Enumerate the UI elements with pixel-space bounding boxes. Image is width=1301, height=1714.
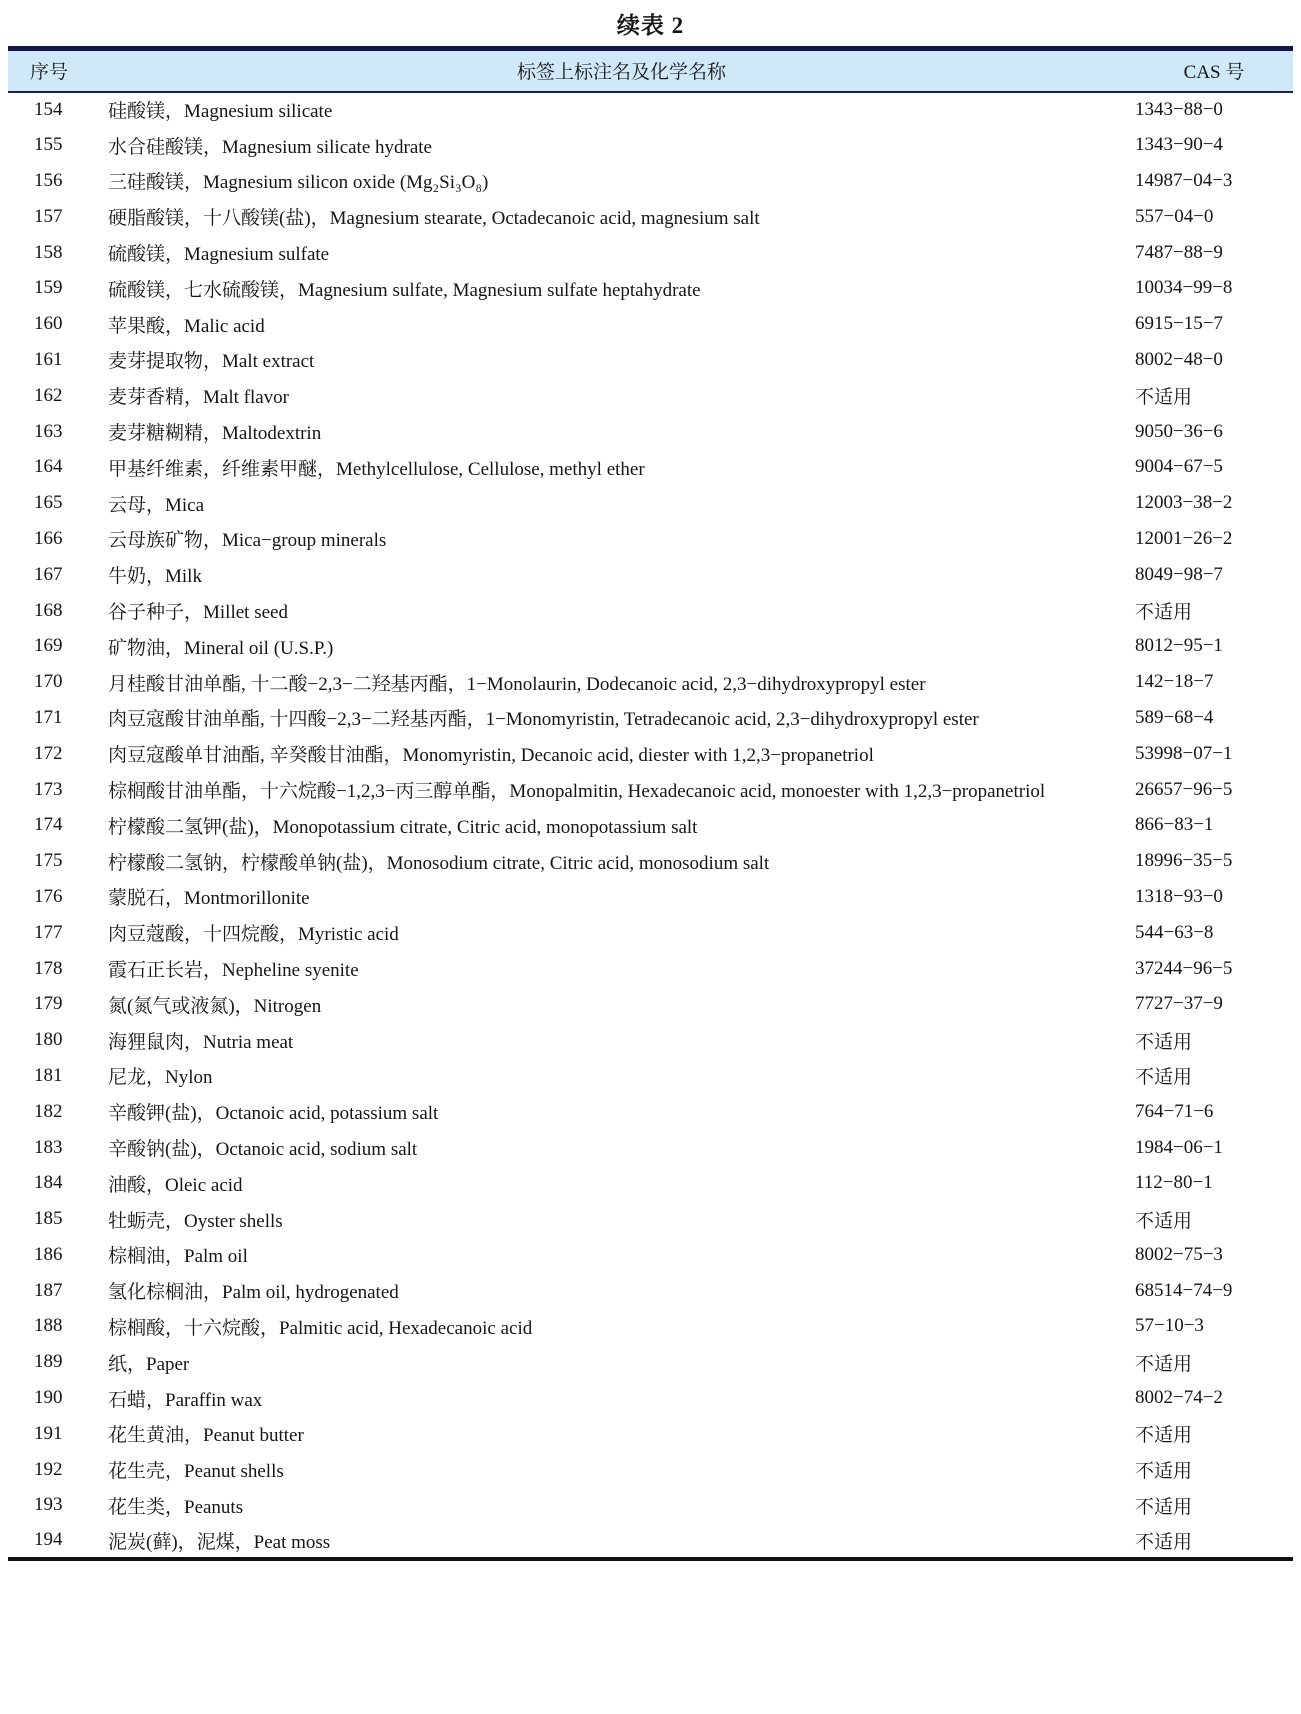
cell-name: 肉豆蔻酸，十四烷酸，Myristic acid [108, 924, 399, 946]
table-row [8, 306, 1293, 342]
cell-no: 156 [34, 169, 63, 191]
cell-name: 麦芽香精，Malt flavor [108, 387, 290, 409]
table-row [8, 449, 1293, 485]
header-cell-name: 标签上标注名及化学名称 [108, 49, 1135, 92]
table-row [8, 1273, 1293, 1309]
cell-no: 176 [34, 885, 63, 907]
cell-no: 168 [34, 599, 63, 621]
cell-name: 海狸鼠肉，Nutria meat [108, 1031, 294, 1053]
table-row [8, 1416, 1293, 1452]
cell-cas: 不适用 [1135, 1496, 1193, 1518]
cell-no: 154 [34, 98, 63, 120]
cell-name: 矿物油，Mineral oil (U.S.P.) [108, 637, 334, 659]
cell-no: 181 [34, 1064, 63, 1086]
cell-no: 191 [34, 1422, 63, 1444]
cell-cas: 18996−35−5 [1135, 850, 1233, 872]
cell-no: 158 [34, 241, 63, 263]
table-row [8, 700, 1293, 736]
table-row [8, 378, 1293, 414]
table-row [8, 736, 1293, 772]
cell-no: 178 [34, 957, 63, 979]
cell-name: 氢化棕榈油，Palm oil, hydrogenated [108, 1282, 399, 1304]
cell-name: 辛酸钠(盐)，Octanoic acid, sodium salt [108, 1139, 418, 1160]
cell-name: 硫酸镁，七水硫酸镁，Magnesium sulfate, Magnesium sulfate heptahydrate [108, 279, 701, 301]
cell-name: 水合硅酸镁，Magnesium silicate hydrate [108, 136, 432, 158]
cell-name: 牛奶，Milk [108, 566, 202, 588]
cell-no: 172 [34, 742, 63, 764]
continuation-table [8, 46, 1293, 1561]
cell-cas: 不适用 [1135, 602, 1193, 624]
table-header-row [8, 49, 1293, 92]
cell-cas: 866−83−1 [1135, 814, 1214, 836]
cell-name: 月桂酸甘油单酯, 十二酸−2,3−二羟基丙酯，1−Monolaurin, Dodecanoic acid, 2,3−dihydroxypropyl ester [108, 673, 926, 695]
cell-name: 尼龙，Nylon [108, 1067, 213, 1089]
cell-cas: 53998−07−1 [1135, 742, 1233, 764]
cell-name: 花生类，Peanuts [108, 1496, 244, 1518]
cell-cas: 764−71−6 [1135, 1100, 1214, 1122]
cell-cas: 589−68−4 [1135, 706, 1214, 728]
cell-no: 161 [34, 348, 63, 370]
table-row [8, 1094, 1293, 1130]
cell-cas: 68514−74−9 [1135, 1279, 1233, 1301]
cell-cas: 1318−93−0 [1135, 885, 1223, 907]
cell-name: 麦芽提取物，Malt extract [108, 351, 315, 373]
cell-cas: 1343−90−4 [1135, 134, 1223, 156]
table-row [8, 1488, 1293, 1524]
table-body [8, 92, 1293, 1560]
cell-no: 188 [34, 1315, 63, 1337]
table-row [8, 1344, 1293, 1380]
table-row [8, 1165, 1293, 1201]
cell-cas: 37244−96−5 [1135, 957, 1233, 979]
table-row [8, 879, 1293, 915]
cell-name: 肉豆寇酸单甘油酯, 辛癸酸甘油酯，Monomyristin, Decanoic acid, diester with 1,2,3−propanetriol [108, 745, 874, 767]
cell-no: 164 [34, 456, 63, 478]
cell-no: 173 [34, 778, 63, 800]
cell-name: 棕榈酸甘油单酯，十六烷酸−1,2,3−丙三醇单酯，Monopalmitin, Hexadecanoic acid, monoester with 1,2,3−propanetriol [108, 781, 1046, 803]
cell-name: 蒙脱石，Montmorillonite [108, 888, 310, 910]
table-row [8, 1022, 1293, 1058]
cell-cas: 8002−48−0 [1135, 348, 1223, 370]
cell-cas: 8002−74−2 [1135, 1387, 1223, 1409]
cell-name: 苹果酸，Malic acid [108, 315, 265, 337]
cell-name: 硅酸镁，Magnesium silicate [108, 101, 333, 123]
cell-name: 柠檬酸二氢钠，柠檬酸单钠(盐)，Monosodium citrate, Citric acid, monosodium salt [108, 852, 770, 874]
table-row [8, 1452, 1293, 1488]
cell-name: 棕榈油，Palm oil [108, 1246, 248, 1268]
cell-cas: 12003−38−2 [1135, 492, 1233, 514]
cell-cas: 不适用 [1135, 1067, 1193, 1089]
cell-name: 花生壳，Peanut shells [108, 1461, 284, 1483]
cell-no: 175 [34, 850, 63, 872]
cell-name: 云母，Mica [108, 494, 205, 516]
table-row [8, 664, 1293, 700]
cell-no: 179 [34, 993, 63, 1015]
cell-name: 霞石正长岩，Nepheline syenite [108, 960, 359, 982]
cell-cas: 1343−88−0 [1135, 98, 1223, 120]
table-row [8, 986, 1293, 1022]
cell-cas: 8002−75−3 [1135, 1243, 1223, 1265]
header-cell-no: 序号 [8, 49, 108, 92]
table-row [8, 593, 1293, 629]
cell-no: 190 [34, 1387, 63, 1409]
cell-cas: 9004−67−5 [1135, 456, 1223, 478]
cell-cas: 26657−96−5 [1135, 778, 1233, 800]
cell-no: 169 [34, 635, 63, 657]
header-cell-cas: CAS 号 [1135, 49, 1293, 92]
cell-name: 谷子种子，Millet seed [108, 602, 288, 624]
table-row [8, 235, 1293, 271]
cell-name: 花生黄油，Peanut butter [108, 1425, 304, 1447]
cell-no: 159 [34, 277, 63, 299]
table-row [8, 485, 1293, 521]
cell-no: 177 [34, 921, 63, 943]
table-row [8, 1201, 1293, 1237]
cell-cas: 112−80−1 [1135, 1172, 1213, 1194]
cell-name: 麦芽糖糊精，Maltodextrin [108, 423, 322, 445]
cell-no: 155 [34, 134, 63, 156]
cell-no: 192 [34, 1458, 63, 1480]
cell-name: 肉豆寇酸甘油单酯, 十四酸−2,3−二羟基丙酯，1−Monomyristin, Tetradecanoic acid, 2,3−dihydroxypropyl ester [108, 709, 979, 731]
table-row [8, 92, 1293, 128]
cell-name: 纸，Paper [108, 1353, 190, 1375]
cell-no: 186 [34, 1243, 63, 1265]
cell-cas: 不适用 [1135, 1425, 1193, 1447]
table-row [8, 1380, 1293, 1416]
cell-cas: 8012−95−1 [1135, 635, 1223, 657]
cell-no: 157 [34, 205, 63, 227]
cell-no: 160 [34, 313, 63, 335]
table-row [8, 342, 1293, 378]
cell-name: 石蜡，Paraffin wax [108, 1389, 263, 1411]
cell-no: 163 [34, 420, 63, 442]
cell-cas: 142−18−7 [1135, 671, 1214, 693]
cell-cas: 不适用 [1135, 1031, 1193, 1053]
cell-name: 甲基纤维素，纤维素甲醚，Methylcellulose, Cellulose, methyl ether [108, 458, 645, 480]
cell-no: 171 [34, 706, 63, 728]
cell-name: 辛酸钾(盐)，Octanoic acid, potassium salt [108, 1103, 439, 1125]
cell-no: 185 [34, 1208, 63, 1230]
cell-no: 193 [34, 1494, 63, 1516]
cell-no: 166 [34, 527, 63, 549]
cell-no: 174 [34, 814, 63, 836]
page-title: 续表 2 [616, 13, 685, 38]
table-row [8, 628, 1293, 664]
cell-no: 183 [34, 1136, 63, 1158]
cell-name: 棕榈酸，十六烷酸，Palmitic acid, Hexadecanoic acid [108, 1317, 533, 1339]
cell-cas: 57−10−3 [1135, 1315, 1204, 1337]
cell-cas: 不适用 [1135, 1353, 1193, 1375]
cell-no: 170 [34, 671, 63, 693]
table-row [8, 521, 1293, 557]
table-row [8, 127, 1293, 163]
table-row [8, 1237, 1293, 1273]
cell-name: 泥炭(藓)，泥煤，Peat moss [108, 1531, 331, 1553]
cell-no: 165 [34, 492, 63, 514]
table-row [8, 772, 1293, 808]
cell-name: 硬脂酸镁，十八酸镁(盐)，Magnesium stearate, Octadecanoic acid, magnesium salt [108, 208, 760, 230]
cell-name: 柠檬酸二氢钾(盐)，Monopotassium citrate, Citric acid, monopotassium salt [108, 816, 698, 838]
cell-cas: 14987−04−3 [1135, 169, 1233, 191]
cell-cas: 8049−98−7 [1135, 563, 1223, 585]
cell-name: 云母族矿物，Mica−group minerals [108, 530, 387, 552]
table-row [8, 1130, 1293, 1166]
cell-name: 油酸，Oleic acid [108, 1174, 243, 1196]
table-row [8, 1058, 1293, 1094]
table-row [8, 843, 1293, 879]
table-row [8, 163, 1293, 199]
cell-cas: 10034−99−8 [1135, 277, 1233, 299]
cell-no: 167 [34, 563, 63, 585]
cell-name: 牡蛎壳，Oyster shells [108, 1210, 283, 1232]
cell-no: 194 [34, 1529, 63, 1551]
cell-cas: 不适用 [1135, 1531, 1193, 1553]
table-row [8, 414, 1293, 450]
cell-no: 162 [34, 384, 63, 406]
cell-cas: 不适用 [1135, 1210, 1193, 1232]
cell-no: 180 [34, 1029, 63, 1051]
cell-cas: 544−63−8 [1135, 921, 1214, 943]
table-row [8, 807, 1293, 843]
table-row [8, 915, 1293, 951]
cell-cas: 557−04−0 [1135, 205, 1214, 227]
cell-cas: 1984−06−1 [1135, 1136, 1223, 1158]
table-row [8, 557, 1293, 593]
cell-name: 氮(氮气或液氮)，Nitrogen [108, 995, 322, 1017]
cell-cas: 不适用 [1135, 1461, 1193, 1483]
table-row [8, 199, 1293, 235]
cell-cas: 9050−36−6 [1135, 420, 1223, 442]
cell-no: 189 [34, 1351, 63, 1373]
cell-no: 187 [34, 1279, 63, 1301]
cell-cas: 7727−37−9 [1135, 993, 1223, 1015]
table-row [8, 1523, 1293, 1559]
cell-cas: 7487−88−9 [1135, 241, 1223, 263]
cell-cas: 12001−26−2 [1135, 527, 1233, 549]
cell-name: 硫酸镁，Magnesium sulfate [108, 244, 330, 266]
table-row [8, 951, 1293, 987]
cell-cas: 6915−15−7 [1135, 313, 1223, 335]
table-row [8, 1309, 1293, 1345]
cell-no: 182 [34, 1100, 63, 1122]
cell-no: 184 [34, 1172, 63, 1194]
cell-name: 三硅酸镁，Magnesium silicon oxide (Mg₂Si₃O₈) [108, 172, 489, 194]
cell-cas: 不适用 [1135, 387, 1193, 409]
table-row [8, 270, 1293, 306]
